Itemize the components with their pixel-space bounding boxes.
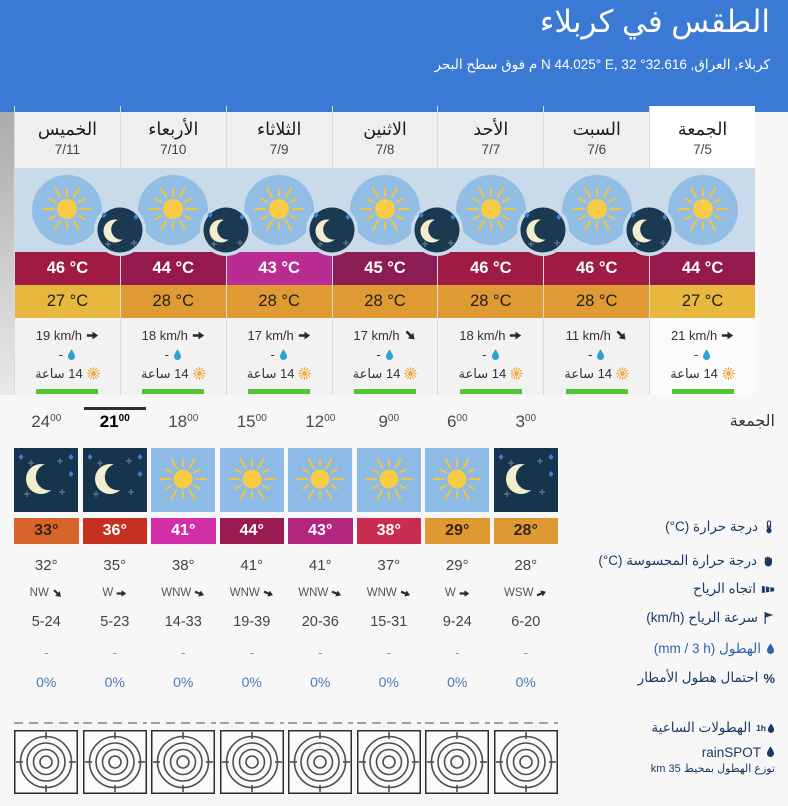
day-precipitation: - [588,346,605,363]
day-wind: 18 km/h [459,327,522,344]
sun-icon [425,448,489,512]
hour-felt-temperature: 29° [445,557,469,574]
sunshine-icon [298,367,311,380]
legend-precipitation-label: الهطول (mm / 3 h) [653,641,761,656]
day-name: الأربعاء [148,119,199,139]
hourly-precip-sparkline [288,722,353,724]
hourly-precip-sparkline [357,722,422,724]
day-date: 7/7 [481,142,501,157]
droplet-icon [491,349,500,361]
droplet-icon [702,349,711,361]
hour-wind-direction: WNW [161,582,205,604]
day-header[interactable] [121,112,226,168]
hour-column-3 [494,404,559,794]
day-date: 7/6 [587,142,607,157]
rainspot-diagram [220,730,284,794]
day-name: السبت [572,119,621,139]
rainspot-diagram [151,730,215,794]
day-details [438,318,543,395]
hour-wind-speed: 5-23 [100,614,130,630]
hour-precipitation: - [386,645,391,660]
hour-column-12 [288,404,353,794]
day-max-temperature: 46 °C [15,252,120,285]
wind-arrow-icon [86,329,99,342]
day-precipitation: - [270,346,287,363]
hour-column-21 [83,404,148,794]
rainspot-diagram [494,730,558,794]
day-max-temperature: 45 °C [333,252,438,285]
wind-arrow-icon [401,326,419,344]
wind-arrow-icon [50,585,66,601]
hourly-precip-sparkline [14,722,79,724]
droplet-icon [596,349,605,361]
hour-precip-probability: 0% [378,674,399,690]
sunshine-bar [354,389,416,394]
sunshine-icon [722,367,735,380]
sunshine-bar [460,389,522,394]
hourly-precip-sparkline [220,722,285,724]
table-scroll-shadow [0,112,14,395]
hour-column-18 [151,404,216,794]
day-wind: 11 km/h [566,327,628,344]
hour-precipitation: - [112,645,117,660]
day-details [544,318,649,395]
hour-time-3[interactable]: $3^{00}$ [515,412,537,431]
hour-temperature: 29° [425,518,490,544]
wind-arrow-icon [459,588,470,599]
day-min-temperature: 28 °C [544,285,649,318]
day-precipitation: - [694,346,711,363]
day-date: 7/5 [693,142,712,157]
hour-wind-direction: WNW [367,582,411,604]
sun-icon [151,448,215,512]
legend-precip-probability-label: احتمال هطول الأمطار [637,670,759,685]
hour-time-18[interactable]: $18^{00}$ [168,412,199,431]
day-header[interactable] [544,112,649,168]
day-name: الاثنين [363,119,407,139]
hour-precip-probability: 0% [173,674,194,690]
hour-column-15 [220,404,285,794]
day-min-temperature: 28 °C [121,285,226,318]
hour-precipitation: - [249,645,254,660]
moon-icon [14,448,78,512]
daily-forecast-table [14,106,755,395]
day-min-temperature: 28 °C [227,285,332,318]
hour-temperature: 28° [494,518,559,544]
wind-arrow-icon [116,588,127,599]
sunshine-bar [248,389,310,394]
day-header[interactable] [15,112,120,168]
hour-precip-probability: 0% [515,674,536,690]
droplet-icon [766,746,775,758]
day-min-temperature: 27 °C [650,285,755,318]
sunshine-icon [616,367,629,380]
hour-felt-temperature: 32° [34,557,58,574]
hour-precipitation: - [181,645,186,660]
sunshine-icon [404,367,417,380]
day-min-temperature: 27 °C [15,285,120,318]
day-name: الجمعة [677,119,728,139]
sunshine-bar [566,389,628,394]
hourly-precip-sparkline [425,722,490,724]
rainspot-diagram [357,730,421,794]
day-wind: 21 km/h [671,327,734,344]
sunshine-icon [510,367,523,380]
day-precipitation: - [376,346,393,363]
hour-wind-direction: WNW [298,582,342,604]
hourly-day-label: الجمعة [729,413,775,430]
droplet-icon [279,349,288,361]
wind-arrow-icon [330,586,344,600]
day-sun-hours: 14 ساعة [353,365,418,382]
day-name: الخميس [37,119,98,139]
hour-temperature: 43° [288,518,353,544]
hour-felt-temperature: 41° [240,557,264,574]
day-header[interactable] [438,112,543,168]
sunshine-icon [87,367,100,380]
droplet-icon [67,349,76,361]
legend-felt-temperature [598,550,775,572]
hour-wind-direction: W [445,582,470,604]
legend-wind-direction-label: اتجاه الرياح [692,581,756,596]
hour-felt-temperature: 28° [514,557,538,574]
hour-time-24[interactable]: $24^{00}$ [31,412,62,431]
day-max-temperature: 46 °C [438,252,543,285]
day-details [121,318,226,395]
day-max-temperature: 44 °C [121,252,226,285]
sunshine-icon [193,367,206,380]
day-precipitation: - [59,346,76,363]
hour-precip-probability: 0% [447,674,468,690]
wind-arrow-icon [192,329,205,342]
wind-arrow-icon [721,329,734,342]
day-date: 7/11 [54,142,81,157]
moon-icon [411,204,463,256]
hour-precip-probability: 0% [310,674,331,690]
day-sun-hours: 14 ساعة [247,365,312,382]
day-sun-hours: 14 ساعة [670,365,735,382]
wind-arrow-icon [398,586,412,600]
hour-time-6[interactable]: $6^{00}$ [446,412,468,431]
hour-wind-direction: WSW [504,582,547,604]
hour-wind-speed: 20-36 [301,614,339,630]
day-details [15,318,120,395]
day-header[interactable] [333,112,438,168]
day-name: الأحد [473,119,509,139]
day-sun-hours: 14 ساعة [459,365,524,382]
sun-icon [357,448,421,512]
wind-arrow-icon [261,586,275,600]
hour-wind-speed: 5-24 [31,614,61,630]
hour-wind-direction: WNW [230,582,274,604]
legend-wind-speed-label: سرعة الرياح (km/h) [646,610,758,625]
day-max-temperature: 43 °C [227,252,332,285]
day-min-temperature: 28 °C [333,285,438,318]
day-header[interactable] [227,112,332,168]
wind-arrow-icon [535,586,549,600]
hour-column-24 [14,404,79,794]
day-precipitation: - [165,346,182,363]
wind-arrow-icon [298,329,311,342]
day-wind: 17 km/h [248,327,311,344]
hour-precipitation: - [318,645,323,660]
droplet-1h-icon: 1h [756,723,775,734]
hour-precip-probability: 0% [36,674,57,690]
sunshine-bar [36,389,98,394]
legend-hourly-precip-label: الهطولات الساعية [651,720,752,735]
hourly-precip-sparkline [494,722,559,724]
day-wind: 19 km/h [36,327,99,344]
hour-wind-speed: 6-20 [511,614,541,630]
rainspot-diagram [288,730,352,794]
day-details [650,318,755,395]
day-details [227,318,332,395]
hour-temperature: 33° [14,518,79,544]
sunshine-bar [142,389,204,394]
hour-precipitation: - [523,645,528,660]
droplet-icon [766,643,775,655]
hour-wind-speed: 15-31 [370,614,408,630]
hour-precip-probability: 0% [241,674,262,690]
legend-precipitation [654,638,775,660]
day-details [333,318,438,395]
windsock-icon [761,584,775,595]
moon-icon [517,204,569,256]
thermometer-icon [763,520,775,534]
hour-felt-temperature: 35° [103,557,127,574]
day-sun-hours: 14 ساعة [564,365,629,382]
hourly-precip-sparkline [151,722,216,724]
day-date: 7/8 [375,142,395,157]
hour-wind-direction: NW [30,582,63,604]
day-sun-hours: 14 ساعة [141,365,206,382]
hour-time-15[interactable]: $15^{00}$ [236,412,267,431]
legend-rainspot-sublabel: توزع الهطول بمحيط 35 km [650,763,775,775]
hour-felt-temperature: 38° [171,557,195,574]
flag-icon [763,611,775,625]
legend-wind-speed [646,607,775,629]
wind-arrow-icon [509,329,522,342]
hour-felt-temperature: 41° [308,557,332,574]
hand-icon [762,555,775,568]
hour-time-21[interactable]: $21^{00}$ [83,404,148,444]
rainspot-diagram [83,730,147,794]
moon-icon [83,448,147,512]
day-min-temperature: 28 °C [438,285,543,318]
hourly-precip-sparkline [83,722,148,724]
legend-temperature [665,516,775,538]
location-subtitle: كربلاء, العراق, 32.616° N 44.025° E, 32 م فوق سطح البحر [434,57,770,72]
wind-arrow-icon [193,586,207,600]
legend-felt-temperature-label: درجة حرارة المحسوسة (C°) [598,553,757,568]
sunshine-bar [672,389,734,394]
hour-time-9[interactable]: $9^{00}$ [378,412,400,431]
moon-icon [200,204,252,256]
moon-icon [306,204,358,256]
hour-wind-direction: W [102,582,127,604]
moon-icon [494,448,558,512]
hour-precipitation: - [455,645,460,660]
day-header[interactable] [650,106,755,168]
hour-temperature: 41° [151,518,216,544]
day-wind: 18 km/h [142,327,205,344]
day-name: الثلاثاء [256,119,302,139]
page-header [0,0,788,112]
day-sun-hours: 14 ساعة [35,365,100,382]
wind-arrow-icon [612,326,630,344]
hour-precip-probability: 0% [104,674,125,690]
hour-wind-speed: 19-39 [233,614,271,630]
day-precipitation: - [482,346,499,363]
rainspot-diagram [425,730,489,794]
day-date: 7/9 [269,142,289,157]
hourly-forecast-strip [14,404,558,794]
hour-wind-speed: 9-24 [442,614,472,630]
day-max-temperature: 44 °C [650,252,755,285]
hour-column-9 [357,404,422,794]
rainspot-diagram [14,730,78,794]
page-title: الطقس في كربلاء [539,4,770,39]
percent-icon: % [763,670,775,686]
moon-icon [94,204,146,256]
hour-temperature: 36° [83,518,148,544]
sun-icon [288,448,352,512]
day-date: 7/10 [160,142,187,157]
hour-wind-speed: 14-33 [164,614,202,630]
droplet-icon [173,349,182,361]
hour-precipitation: - [44,645,49,660]
hour-time-12[interactable]: $12^{00}$ [305,412,336,431]
legend-rainspot [702,741,775,763]
legend-temperature-label: درجة حرارة (C°) [665,519,758,534]
legend-wind-direction [693,578,775,600]
hour-temperature: 38° [357,518,422,544]
day-wind: 17 km/h [353,327,416,344]
hour-felt-temperature: 37° [377,557,401,574]
hour-column-6 [425,404,490,794]
legend-precip-probability [638,667,775,689]
hour-temperature: 44° [220,518,285,544]
legend-hourly-precip [651,717,775,739]
legend-rainspot-label: rainSPOT [701,744,761,760]
droplet-icon [385,349,394,361]
day-max-temperature: 46 °C [544,252,649,285]
moon-icon [623,204,675,256]
sun-icon [220,448,284,512]
